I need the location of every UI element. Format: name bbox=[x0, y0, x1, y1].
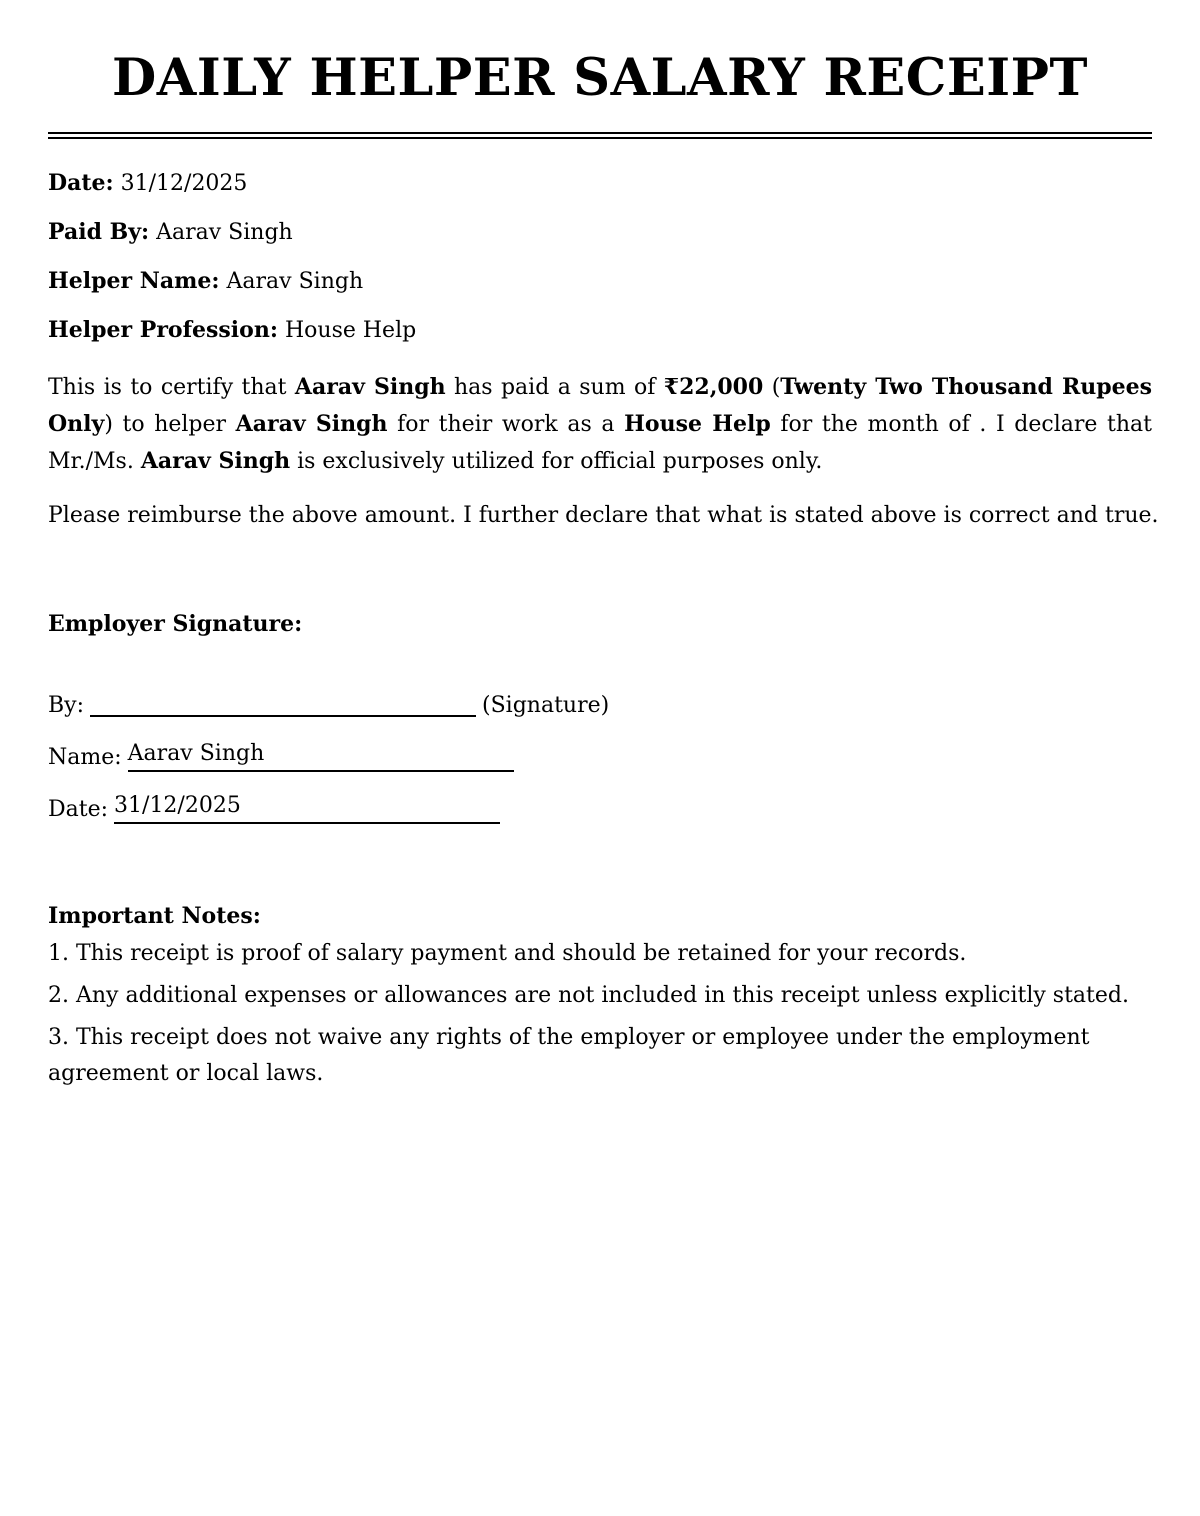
cert-amount-words: Twenty Two Thousand Rupees Only bbox=[48, 374, 1153, 437]
reimburse-statement: Please reimburse the above amount. I further declare that what is stated above is correct and true. bbox=[48, 503, 1159, 528]
name-label: Name: bbox=[48, 745, 122, 770]
note-item: 2. Any additional expenses or allowances are not included in this receipt unless explicitly stated. bbox=[48, 983, 1129, 1008]
date-label: Date: bbox=[48, 170, 114, 196]
name-value: Aarav Singh bbox=[128, 740, 514, 772]
cert-person: Aarav Singh bbox=[140, 448, 291, 474]
date-value: 31/12/2025 bbox=[120, 171, 248, 196]
cert-text-4: ) to helper bbox=[104, 412, 236, 437]
signature-by-line bbox=[48, 692, 1152, 720]
cert-text-7: is exclusively utilized for official purposes only. bbox=[290, 449, 823, 474]
helper-profession-value: House Help bbox=[284, 318, 417, 343]
paid-by-field bbox=[48, 218, 1152, 247]
cert-text-2: has paid a sum of bbox=[445, 375, 664, 400]
cert-helper: Aarav Singh bbox=[235, 411, 388, 437]
paid-by-label: Paid By: bbox=[48, 219, 150, 245]
cert-amount: ₹22,000 bbox=[663, 374, 764, 400]
signature-blank-line bbox=[90, 693, 476, 717]
receipt-title: DAILY HELPER SALARY RECEIPT bbox=[112, 48, 1088, 108]
cert-payer: Aarav Singh bbox=[294, 374, 446, 400]
cert-profession: House Help bbox=[624, 411, 771, 437]
helper-name-field bbox=[48, 267, 1152, 296]
signature-date-label: Date: bbox=[48, 797, 109, 822]
receipt-fields bbox=[48, 169, 1152, 345]
signature-name-line bbox=[48, 740, 1152, 772]
by-label: By: bbox=[48, 693, 85, 718]
cert-text-1: This is to certify that bbox=[48, 375, 295, 400]
note-item: 3. This receipt does not waive any rights of the employer or employee under the employment agreement or local laws. bbox=[48, 1025, 1090, 1086]
notes-heading: Important Notes: bbox=[48, 903, 261, 929]
title-double-rule bbox=[48, 132, 1152, 139]
cert-text-5: for their work as a bbox=[387, 412, 625, 437]
signature-date-line bbox=[48, 792, 1152, 824]
note-item: 1. This receipt is proof of salary payment and should be retained for your records. bbox=[48, 941, 967, 966]
paid-by-value: Aarav Singh bbox=[156, 220, 293, 245]
helper-name-label: Helper Name: bbox=[48, 268, 220, 294]
employer-signature-heading: Employer Signature: bbox=[48, 611, 303, 637]
signature-date-value: 31/12/2025 bbox=[114, 792, 500, 824]
helper-profession-label: Helper Profession: bbox=[48, 317, 278, 343]
cert-text-3: ( bbox=[763, 375, 781, 400]
cert-text-6: for the month of . I declare that Mr./Ms. bbox=[48, 412, 1152, 474]
important-notes bbox=[48, 902, 1152, 1092]
helper-name-value: Aarav Singh bbox=[226, 269, 364, 294]
certification-paragraph bbox=[48, 369, 1152, 480]
helper-profession-field bbox=[48, 316, 1152, 345]
date-field bbox=[48, 169, 1152, 198]
signature-hint: (Signature) bbox=[482, 693, 610, 718]
